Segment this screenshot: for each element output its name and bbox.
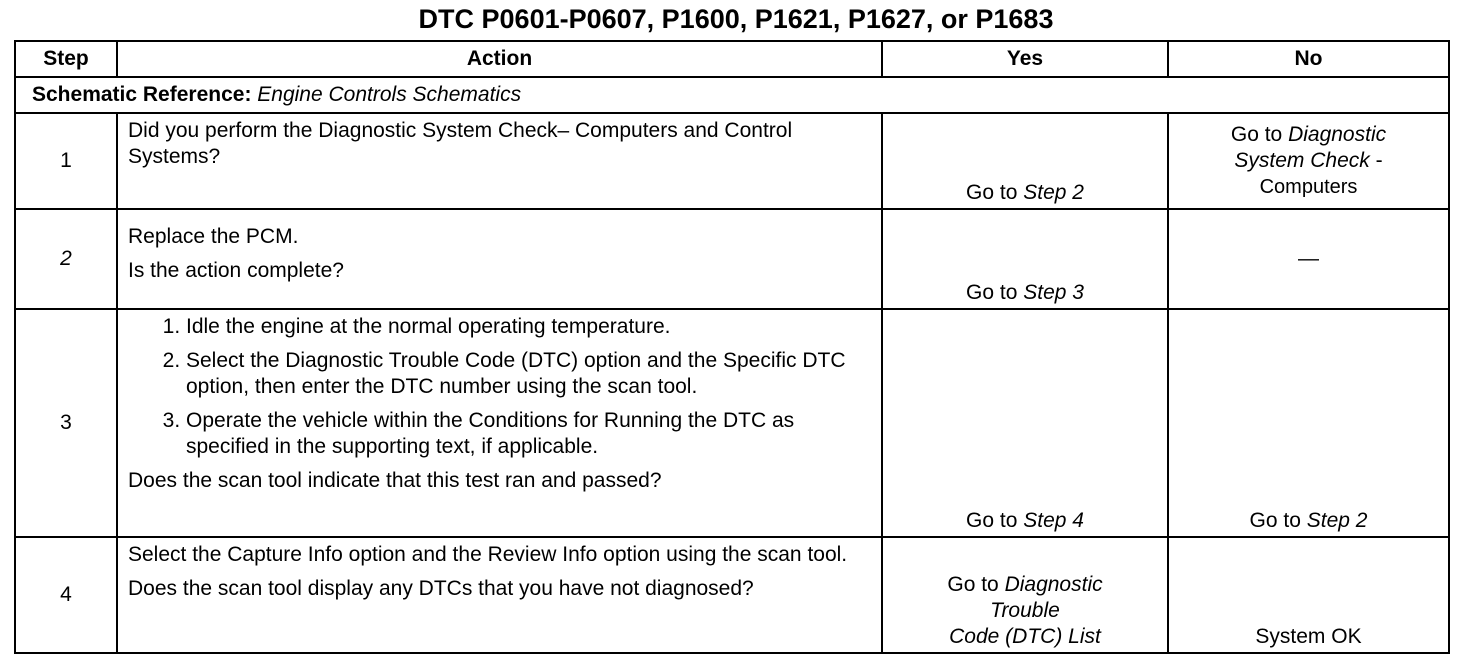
schematic-link[interactable]: Engine Controls Schematics (257, 83, 522, 106)
diagnostic-table (14, 40, 1450, 654)
table-row (15, 537, 1449, 653)
step-link[interactable]: Step 2 (1023, 181, 1084, 204)
table-row (15, 309, 1449, 537)
action-question: Does the scan tool display any DTCs that you have not diagnosed? (128, 577, 754, 600)
action-cell (117, 113, 882, 209)
no-cell[interactable]: Go to Diagnostic System Check - Computers (1168, 113, 1449, 209)
procedure-list (128, 314, 873, 460)
step-link[interactable]: Step 4 (1023, 509, 1084, 532)
col-header-yes: Yes (882, 41, 1168, 77)
col-header-no: No (1168, 41, 1449, 77)
list-item: 2. Select the Diagnostic Trouble Code (DTC) option and the Specific DTC option, then enter the DTC number using the scan tool. (186, 348, 873, 400)
yes-cell[interactable]: Go to Step 2 (882, 113, 1168, 209)
action-cell (117, 537, 882, 653)
action-text: Select the Capture Info option and the Review Info option using the scan tool. (128, 543, 848, 566)
step-number: 4 (15, 537, 117, 653)
schematic-reference-row (15, 77, 1449, 113)
col-header-step: Step (15, 41, 117, 77)
step-number: 1 (15, 113, 117, 209)
no-cell: — (1168, 209, 1449, 309)
step-link[interactable]: Step 3 (1023, 281, 1084, 304)
no-cell: System OK (1168, 537, 1449, 653)
schematic-label: Schematic Reference: (32, 83, 252, 106)
list-item: 1. Idle the engine at the normal operating temperature. (186, 314, 873, 340)
action-text: Replace the PCM. (128, 225, 299, 248)
table-row (15, 113, 1449, 209)
col-header-action: Action (117, 41, 882, 77)
no-cell[interactable]: Go to Step 2 (1168, 309, 1449, 537)
action-text: Did you perform the Diagnostic System Check– Computers and Control Systems? (128, 119, 793, 168)
header-row (15, 41, 1449, 77)
action-question: Is the action complete? (128, 259, 344, 282)
step-link[interactable]: Step 2 (1306, 509, 1368, 532)
action-cell (117, 309, 882, 537)
yes-cell[interactable]: Go to Diagnostic Trouble Code (DTC) List (882, 537, 1168, 653)
action-cell (117, 209, 882, 309)
table-row (15, 209, 1449, 309)
action-question: Does the scan tool indicate that this test ran and passed? (128, 469, 662, 492)
page-title: DTC P0601-P0607, P1600, P1621, P1627, or P1683 (418, 4, 1054, 34)
yes-cell[interactable]: Go to Step 3 (882, 209, 1168, 309)
step-number: 2 (60, 247, 72, 270)
list-item: 3. Operate the vehicle within the Conditions for Running the DTC as specified in the supporting text, if applicable. (186, 408, 873, 460)
step-number: 3 (15, 309, 117, 537)
yes-cell[interactable]: Go to Step 4 (882, 309, 1168, 537)
